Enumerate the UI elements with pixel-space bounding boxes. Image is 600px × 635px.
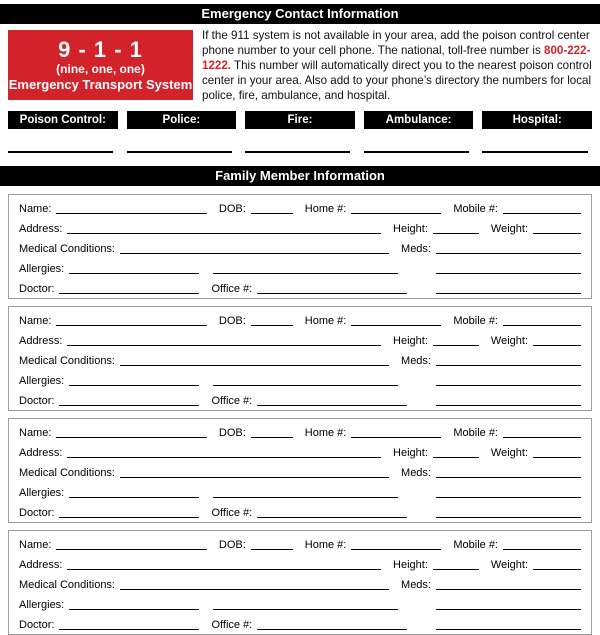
family-member-card bbox=[8, 530, 592, 635]
family-member-card bbox=[8, 418, 592, 523]
allergies-continuation-line bbox=[213, 609, 398, 610]
weight-line bbox=[533, 345, 581, 346]
medical-conditions-line bbox=[120, 365, 389, 366]
code-911-phonetic: (nine, one, one) bbox=[56, 61, 145, 76]
family-member-card bbox=[8, 306, 592, 411]
poison-control-number: 800-222-1222. bbox=[202, 44, 591, 72]
medical-conditions-label: Medical Conditions: bbox=[19, 579, 115, 591]
address-line bbox=[67, 457, 381, 458]
office-phone-label: Office #: bbox=[211, 619, 253, 631]
dob-label: DOB: bbox=[218, 203, 246, 215]
weight-line bbox=[533, 233, 581, 234]
home-phone-line bbox=[351, 549, 441, 550]
height-line bbox=[433, 345, 479, 346]
meds-line bbox=[436, 365, 581, 366]
mobile-phone-line bbox=[503, 325, 581, 326]
meds-continuation-line-1 bbox=[436, 385, 581, 386]
red-911-box bbox=[8, 30, 193, 100]
office-phone-line bbox=[257, 629, 407, 630]
contact-fill-line-ambulance bbox=[364, 151, 469, 153]
medical-conditions-row bbox=[19, 462, 581, 482]
family-section-title-bar bbox=[0, 166, 600, 186]
weight-line bbox=[533, 457, 581, 458]
meds-label: Meds: bbox=[401, 243, 431, 255]
meds-continuation-line-2 bbox=[436, 293, 581, 294]
family-member-card bbox=[8, 194, 592, 299]
code-911: 9 - 1 - 1 bbox=[58, 36, 143, 62]
doctor-row bbox=[19, 502, 581, 522]
mobile-phone-label: Mobile #: bbox=[453, 427, 498, 439]
mobile-phone-line bbox=[503, 437, 581, 438]
name-line bbox=[56, 213, 206, 214]
poison-info-text-after: This number will automatically direct you to the nearest poison control center in your area. Also add to your phone’s directory the numbers for local police, fire, ambulance, and hospital. bbox=[202, 59, 592, 102]
mobile-phone-line bbox=[503, 549, 581, 550]
medical-conditions-label: Medical Conditions: bbox=[19, 243, 115, 255]
doctor-label: Doctor: bbox=[19, 395, 55, 407]
name-label: Name: bbox=[19, 315, 52, 327]
allergies-line bbox=[69, 273, 199, 274]
allergies-continuation-line bbox=[213, 273, 398, 274]
contact-col-hospital bbox=[482, 111, 592, 153]
meds-line bbox=[436, 477, 581, 478]
mobile-phone-label: Mobile #: bbox=[453, 203, 498, 215]
office-phone-line bbox=[257, 517, 407, 518]
doctor-line bbox=[59, 293, 199, 294]
emergency-intro-section bbox=[8, 30, 592, 103]
meds-continuation-line-2 bbox=[436, 629, 581, 630]
office-phone-line bbox=[257, 405, 407, 406]
medical-conditions-label: Medical Conditions: bbox=[19, 355, 115, 367]
medical-conditions-line bbox=[120, 589, 389, 590]
allergies-row bbox=[19, 258, 581, 278]
meds-continuation-line-2 bbox=[436, 405, 581, 406]
code-911-caption: Emergency Transport System bbox=[8, 76, 193, 92]
weight-label: Weight: bbox=[490, 223, 528, 235]
contact-col-police bbox=[127, 111, 237, 153]
poison-info-text-before: If the 911 system is not available in your area, add the poison control center phone number to your cell phone. The national, toll-free number is bbox=[202, 29, 590, 57]
family-section-title: Family Member Information bbox=[215, 168, 385, 183]
allergies-line bbox=[69, 497, 199, 498]
height-line bbox=[433, 457, 479, 458]
allergies-line bbox=[69, 609, 199, 610]
weight-label: Weight: bbox=[490, 335, 528, 347]
allergies-row bbox=[19, 370, 581, 390]
home-phone-label: Home #: bbox=[304, 315, 347, 327]
allergies-continuation-line bbox=[213, 385, 398, 386]
medical-conditions-line bbox=[120, 253, 389, 254]
height-label: Height: bbox=[393, 335, 428, 347]
doctor-label: Doctor: bbox=[19, 507, 55, 519]
name-row bbox=[19, 422, 581, 442]
address-label: Address: bbox=[19, 559, 63, 571]
address-row bbox=[19, 442, 581, 462]
home-phone-label: Home #: bbox=[304, 539, 347, 551]
contact-fill-line-hospital bbox=[482, 151, 587, 153]
dob-line bbox=[251, 549, 293, 550]
meds-continuation-line-2 bbox=[436, 517, 581, 518]
contact-label-ambulance: Ambulance: bbox=[364, 111, 474, 129]
address-line bbox=[67, 569, 381, 570]
name-line bbox=[56, 325, 206, 326]
emergency-contacts-row bbox=[8, 111, 592, 153]
name-line bbox=[56, 437, 206, 438]
medical-conditions-row bbox=[19, 238, 581, 258]
medical-conditions-row bbox=[19, 350, 581, 370]
page-title: Emergency Contact Information bbox=[201, 6, 399, 21]
allergies-line bbox=[69, 385, 199, 386]
weight-label: Weight: bbox=[490, 447, 528, 459]
allergies-row bbox=[19, 482, 581, 502]
name-label: Name: bbox=[19, 539, 52, 551]
office-phone-label: Office #: bbox=[211, 283, 253, 295]
name-label: Name: bbox=[19, 427, 52, 439]
allergies-label: Allergies: bbox=[19, 599, 65, 611]
allergies-label: Allergies: bbox=[19, 375, 65, 387]
doctor-row bbox=[19, 278, 581, 298]
doctor-label: Doctor: bbox=[19, 283, 55, 295]
office-phone-line bbox=[257, 293, 407, 294]
office-phone-label: Office #: bbox=[211, 507, 253, 519]
allergies-row bbox=[19, 594, 581, 614]
meds-label: Meds: bbox=[401, 579, 431, 591]
poison-info-paragraph bbox=[202, 28, 592, 103]
meds-continuation-line-1 bbox=[436, 497, 581, 498]
contact-fill-line-police bbox=[127, 151, 232, 153]
contact-col-poison-control bbox=[8, 111, 118, 153]
doctor-row bbox=[19, 390, 581, 410]
dob-label: DOB: bbox=[218, 315, 246, 327]
home-phone-label: Home #: bbox=[304, 203, 347, 215]
dob-label: DOB: bbox=[218, 539, 246, 551]
address-label: Address: bbox=[19, 335, 63, 347]
contact-fill-line-fire bbox=[245, 151, 350, 153]
height-label: Height: bbox=[393, 223, 428, 235]
home-phone-line bbox=[351, 213, 441, 214]
family-members-list bbox=[0, 194, 600, 635]
meds-label: Meds: bbox=[401, 467, 431, 479]
contact-col-fire bbox=[245, 111, 355, 153]
doctor-label: Doctor: bbox=[19, 619, 55, 631]
contact-label-police: Police: bbox=[127, 111, 237, 129]
home-phone-line bbox=[351, 437, 441, 438]
name-label: Name: bbox=[19, 203, 52, 215]
contact-label-poison-control: Poison Control: bbox=[8, 111, 118, 129]
page-title-bar bbox=[0, 4, 600, 24]
name-row bbox=[19, 198, 581, 218]
height-label: Height: bbox=[393, 559, 428, 571]
address-row bbox=[19, 554, 581, 574]
meds-label: Meds: bbox=[401, 355, 431, 367]
meds-continuation-line-1 bbox=[436, 273, 581, 274]
dob-line bbox=[251, 325, 293, 326]
mobile-phone-label: Mobile #: bbox=[453, 539, 498, 551]
weight-label: Weight: bbox=[490, 559, 528, 571]
contact-label-fire: Fire: bbox=[245, 111, 355, 129]
mobile-phone-label: Mobile #: bbox=[453, 315, 498, 327]
meds-line bbox=[436, 589, 581, 590]
dob-line bbox=[251, 213, 293, 214]
meds-continuation-line-1 bbox=[436, 609, 581, 610]
meds-line bbox=[436, 253, 581, 254]
doctor-row bbox=[19, 614, 581, 634]
allergies-continuation-line bbox=[213, 497, 398, 498]
height-line bbox=[433, 569, 479, 570]
doctor-line bbox=[59, 405, 199, 406]
name-line bbox=[56, 549, 206, 550]
contact-fill-line-poison-control bbox=[8, 151, 113, 153]
height-label: Height: bbox=[393, 447, 428, 459]
home-phone-line bbox=[351, 325, 441, 326]
height-line bbox=[433, 233, 479, 234]
office-phone-label: Office #: bbox=[211, 395, 253, 407]
home-phone-label: Home #: bbox=[304, 427, 347, 439]
medical-conditions-line bbox=[120, 477, 389, 478]
allergies-label: Allergies: bbox=[19, 263, 65, 275]
doctor-line bbox=[59, 517, 199, 518]
contact-label-hospital: Hospital: bbox=[482, 111, 592, 129]
name-row bbox=[19, 310, 581, 330]
address-label: Address: bbox=[19, 447, 63, 459]
dob-line bbox=[251, 437, 293, 438]
name-row bbox=[19, 534, 581, 554]
allergies-label: Allergies: bbox=[19, 487, 65, 499]
address-row bbox=[19, 218, 581, 238]
medical-conditions-row bbox=[19, 574, 581, 594]
contact-col-ambulance bbox=[364, 111, 474, 153]
address-line bbox=[67, 233, 381, 234]
mobile-phone-line bbox=[503, 213, 581, 214]
dob-label: DOB: bbox=[218, 427, 246, 439]
address-line bbox=[67, 345, 381, 346]
address-row bbox=[19, 330, 581, 350]
doctor-line bbox=[59, 629, 199, 630]
address-label: Address: bbox=[19, 223, 63, 235]
medical-conditions-label: Medical Conditions: bbox=[19, 467, 115, 479]
weight-line bbox=[533, 569, 581, 570]
